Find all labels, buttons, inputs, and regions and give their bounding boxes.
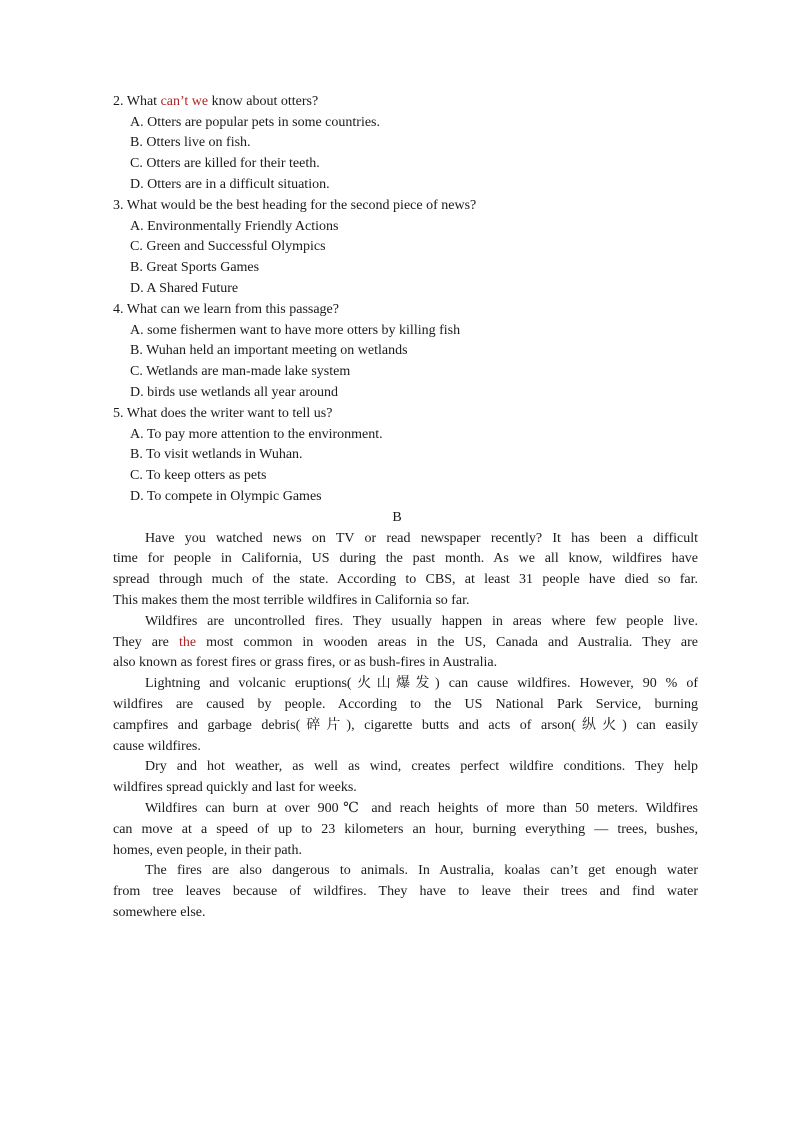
passage-p5-line: homes, even people, in their path. [113, 843, 302, 858]
passage-p6-line: The fires are also dangerous to animals. In Australia, koalas can’t get enough water [145, 863, 698, 878]
option-5d: D. To compete in Olympic Games [130, 489, 322, 504]
option-4b: B. Wuhan held an important meeting on wetlands [130, 343, 408, 358]
option-4c: C. Wetlands are man-made lake system [130, 364, 351, 379]
question-3-stem: 3. What would be the best heading for the second piece of news? [113, 198, 477, 213]
option-3b: B. Great Sports Games [130, 260, 260, 275]
passage-p5-line: Wildfires can burn at over 900℃ and reach heights of more than 50 meters. Wildfires [145, 801, 698, 816]
option-5a: A. To pay more attention to the environment. [130, 427, 383, 442]
question-5-stem: 5. What does the writer want to tell us? [113, 406, 333, 421]
passage-p2-line: Wildfires are uncontrolled fires. They usually happen in areas where few people live. [145, 614, 698, 629]
option-3d: D. A Shared Future [130, 281, 239, 296]
passage-p3-line: campfires and garbage debris(碎片), cigarette butts and acts of arson(纵火) can easily [113, 718, 698, 733]
passage-p1-line: time for people in California, US during the past month. As we all know, wildfires have [113, 551, 698, 566]
passage-p2-line: They are the most common in wooden areas in the US, Canada and Australia. They are [113, 635, 698, 650]
passage-p3-line: wildfires are caused by people. According to the US National Park Service, burning [113, 697, 698, 712]
passage-p4-line: Dry and hot weather, as well as wind, creates perfect wildfire conditions. They help [145, 759, 698, 774]
passage-p1-line: spread through much of the state. According to CBS, at least 31 people have died so far. [113, 572, 698, 587]
section-heading: B [392, 510, 402, 525]
option-5c: C. To keep otters as pets [130, 468, 267, 483]
option-2d: D. Otters are in a difficult situation. [130, 177, 330, 192]
passage-p6-line: from tree leaves because of wildfires. They have to leave their trees and find water [113, 884, 698, 899]
option-2c: C. Otters are killed for their teeth. [130, 156, 320, 171]
question-2-stem: 2. What can’t we know about otters? [113, 94, 319, 109]
option-5b: B. To visit wetlands in Wuhan. [130, 447, 303, 462]
passage-p1-line: Have you watched news on TV or read newspaper recently? It has been a difficult [145, 531, 698, 546]
question-number: 2. [113, 94, 124, 109]
highlighted-text: the [178, 635, 197, 650]
passage-p1-line: This makes them the most terrible wildfires in California so far. [113, 593, 470, 608]
passage-p3-line: cause wildfires. [113, 739, 201, 754]
option-4a: A. some fishermen want to have more otters by killing fish [130, 323, 461, 338]
option-4d: D. birds use wetlands all year around [130, 385, 338, 400]
passage-p2-line: also known as forest fires or grass fires, or as bush-fires in Australia. [113, 655, 498, 670]
passage-p5-line: can move at a speed of up to 23 kilometers an hour, burning everything — trees, bushes, [113, 822, 698, 837]
option-3a: A. Environmentally Friendly Actions [130, 219, 339, 234]
option-2b: B. Otters live on fish. [130, 135, 251, 150]
passage-p4-line: wildfires spread quickly and last for weeks. [113, 780, 357, 795]
passage-p3-line: Lightning and volcanic eruptions(火山爆发) can cause wildfires. However, 90 % of [145, 676, 698, 691]
passage-p6-line: somewhere else. [113, 905, 206, 920]
option-3c: C. Green and Successful Olympics [130, 239, 326, 254]
option-2a: A. Otters are popular pets in some countries. [130, 115, 380, 130]
question-4-stem: 4. What can we learn from this passage? [113, 302, 339, 317]
highlighted-text: can’t we [160, 94, 209, 109]
